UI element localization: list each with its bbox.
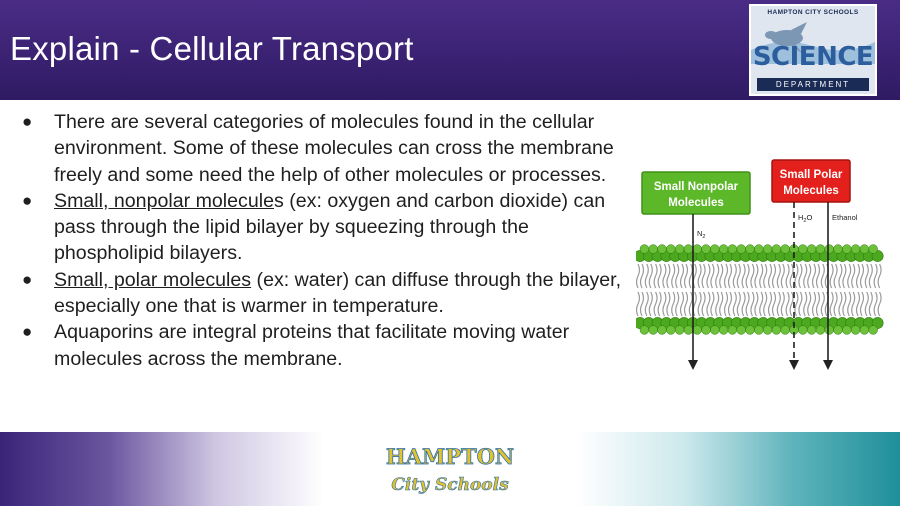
phospholipid-head (666, 326, 675, 335)
polar-label-line1: Small Polar (779, 169, 843, 181)
lipid-tail (804, 264, 811, 288)
lipid-tail (786, 264, 793, 288)
lipid-tail (654, 264, 661, 288)
bullet-item (18, 319, 628, 372)
lipid-tail (874, 264, 881, 288)
lipid-tail (865, 264, 872, 288)
lipid-tail (733, 292, 740, 316)
phospholipid-head (710, 245, 719, 254)
phospholipid-head (842, 245, 851, 254)
phospholipid-head (860, 326, 869, 335)
phospholipid-head (737, 326, 746, 335)
phospholipid-head (834, 245, 843, 254)
lipid-tail (645, 292, 652, 316)
lipid-tail (654, 292, 661, 316)
phospholipid-head (869, 326, 878, 335)
lipid-tail (760, 264, 767, 288)
slide-footer (0, 432, 900, 506)
phospholipid-head (675, 326, 684, 335)
bullet-underlined-term: Small, nonpolar molecule (54, 189, 274, 212)
bullet-dot-icon: ● (22, 190, 33, 210)
phospholipid-head (746, 245, 755, 254)
n2-label: $N_2$ (697, 229, 706, 240)
lipid-tail (804, 292, 811, 316)
lipid-tail (830, 264, 837, 288)
phospholipid-head (825, 245, 834, 254)
h2o-arrowhead-icon (789, 360, 799, 370)
bullet-text: Aquaporins are integral proteins that facilitate moving water molecules across the membrane. (54, 321, 570, 370)
lipid-tail (742, 264, 749, 288)
lipid-tail (830, 292, 837, 316)
bullet-dot-icon: ● (22, 322, 33, 342)
lipid-tail (848, 292, 855, 316)
phospholipid-head (710, 326, 719, 335)
bullet-text: s (ex: oxygen and carbon dioxide) can pass through the lipid bilayer by squeezing through the phospholipid bilayers. (54, 189, 606, 265)
bullet-text: (ex: water) can diffuse through the bilayer, especially one that is warmer in temperature. (54, 268, 622, 318)
phospholipid-head (666, 245, 675, 254)
lipid-tail (760, 292, 767, 316)
lipid-tail (716, 264, 723, 288)
phospholipid-head (640, 326, 649, 335)
n2-arrowhead-icon (688, 360, 698, 370)
phospholipid-head (869, 245, 878, 254)
phospholipid-head (772, 245, 781, 254)
nonpolar-label-line2: Molecules (668, 197, 724, 209)
lipid-tail (813, 292, 820, 316)
phospholipid-head (834, 326, 843, 335)
phospholipid-head (816, 245, 825, 254)
lipid-tail (663, 292, 670, 316)
lipid-tail (769, 292, 776, 316)
lipid-tail (672, 264, 679, 288)
phospholipid-head (842, 326, 851, 335)
lipid-tail (698, 264, 705, 288)
lipid-tail (681, 292, 688, 316)
lipid-tail (769, 264, 776, 288)
lipid-tail (725, 264, 732, 288)
phospholipid-head (649, 245, 658, 254)
phospholipid-head (807, 326, 816, 335)
bullet-underlined-term: Small, polar molecules (54, 268, 252, 291)
phospholipid-head (649, 326, 658, 335)
lipid-tail (698, 292, 705, 316)
bullet-text: There are several categories of molecules found in the cellular environment. Some of these molecules can cross the membrane freely and some need the help of other molecules or processes. (54, 111, 614, 186)
bullet-list (18, 109, 628, 372)
phospholipid-head (675, 245, 684, 254)
slide-header (0, 0, 900, 100)
phospholipid-head (763, 245, 772, 254)
lipid-tail (725, 292, 732, 316)
lipid-tail (681, 264, 688, 288)
lipid-tail (751, 292, 758, 316)
footer-logo-line1: HAMPTON (385, 444, 515, 469)
phospholipid-head (860, 245, 869, 254)
polar-label-line2: Molecules (783, 185, 839, 197)
phospholipid-head (763, 326, 772, 335)
science-department-logo (749, 4, 877, 96)
lipid-tail (672, 292, 679, 316)
bullet-dot-icon: ● (22, 269, 33, 289)
bullet-dot-icon: ● (22, 112, 33, 131)
phospholipid-head (851, 326, 860, 335)
lipid-tail (637, 264, 644, 288)
lipid-tail (777, 264, 784, 288)
lipid-tail (865, 292, 872, 316)
phospholipid-head (658, 245, 667, 254)
bullet-item (18, 267, 628, 320)
h2o-label: $H_2O$ (798, 213, 813, 224)
lipid-tail (874, 292, 881, 316)
phospholipid-head (816, 326, 825, 335)
slide-title: Explain - Cellular Transport (10, 30, 414, 67)
lipid-tail (707, 264, 714, 288)
phospholipid-head (658, 326, 667, 335)
lipid-tail (716, 292, 723, 316)
lipid-tail (733, 264, 740, 288)
lipid-tail (795, 264, 802, 288)
phospholipid-head (640, 245, 649, 254)
logo-science-word: SCIENCE (752, 42, 874, 72)
hampton-city-schools-logo (380, 438, 520, 502)
membrane-diagram (636, 156, 886, 378)
lipid-tail (637, 292, 644, 316)
phospholipid-head (719, 245, 728, 254)
phospholipid-head (798, 326, 807, 335)
phospholipid-head (693, 245, 702, 254)
lipid-tail (857, 264, 864, 288)
phospholipid-head (702, 245, 711, 254)
phospholipid-head (798, 245, 807, 254)
phospholipid-head (772, 326, 781, 335)
phospholipid-head (754, 326, 763, 335)
lipid-tail (786, 292, 793, 316)
phospholipid-head (851, 245, 860, 254)
nonpolar-label-line1: Small Nonpolar (653, 181, 739, 193)
bullet-item (18, 109, 628, 188)
lipid-tail (813, 264, 820, 288)
lipid-tail (742, 292, 749, 316)
logo-department-text: DEPARTMENT (757, 78, 869, 91)
phospholipid-head (781, 326, 790, 335)
phospholipid-head (746, 326, 755, 335)
lipid-tail (645, 264, 652, 288)
phospholipid-head (737, 245, 746, 254)
phospholipid-head (702, 326, 711, 335)
phospholipid-head (754, 245, 763, 254)
phospholipid-head (719, 326, 728, 335)
lipid-tail (839, 292, 846, 316)
phospholipid-head (807, 245, 816, 254)
lipid-bilayer (636, 245, 883, 335)
phospholipid-head (825, 326, 834, 335)
phospholipid-head (728, 326, 737, 335)
lipid-tail (751, 264, 758, 288)
lipid-tail (777, 292, 784, 316)
lipid-tail (848, 264, 855, 288)
bullet-item (18, 188, 628, 267)
phospholipid-head (728, 245, 737, 254)
logo-top-text: HAMPTON CITY SCHOOLS (767, 9, 859, 16)
lipid-tail (795, 292, 802, 316)
lipid-tail (663, 264, 670, 288)
phospholipid-head (684, 326, 693, 335)
lipid-tail (707, 292, 714, 316)
lipid-tail (839, 264, 846, 288)
phospholipid-head (684, 245, 693, 254)
footer-logo-line2: City Schools (391, 475, 509, 495)
ethanol-label: Ethanol (832, 213, 858, 222)
phospholipid-head (781, 245, 790, 254)
lipid-tail (857, 292, 864, 316)
phospholipid-head (693, 326, 702, 335)
ethanol-arrowhead-icon (823, 360, 833, 370)
